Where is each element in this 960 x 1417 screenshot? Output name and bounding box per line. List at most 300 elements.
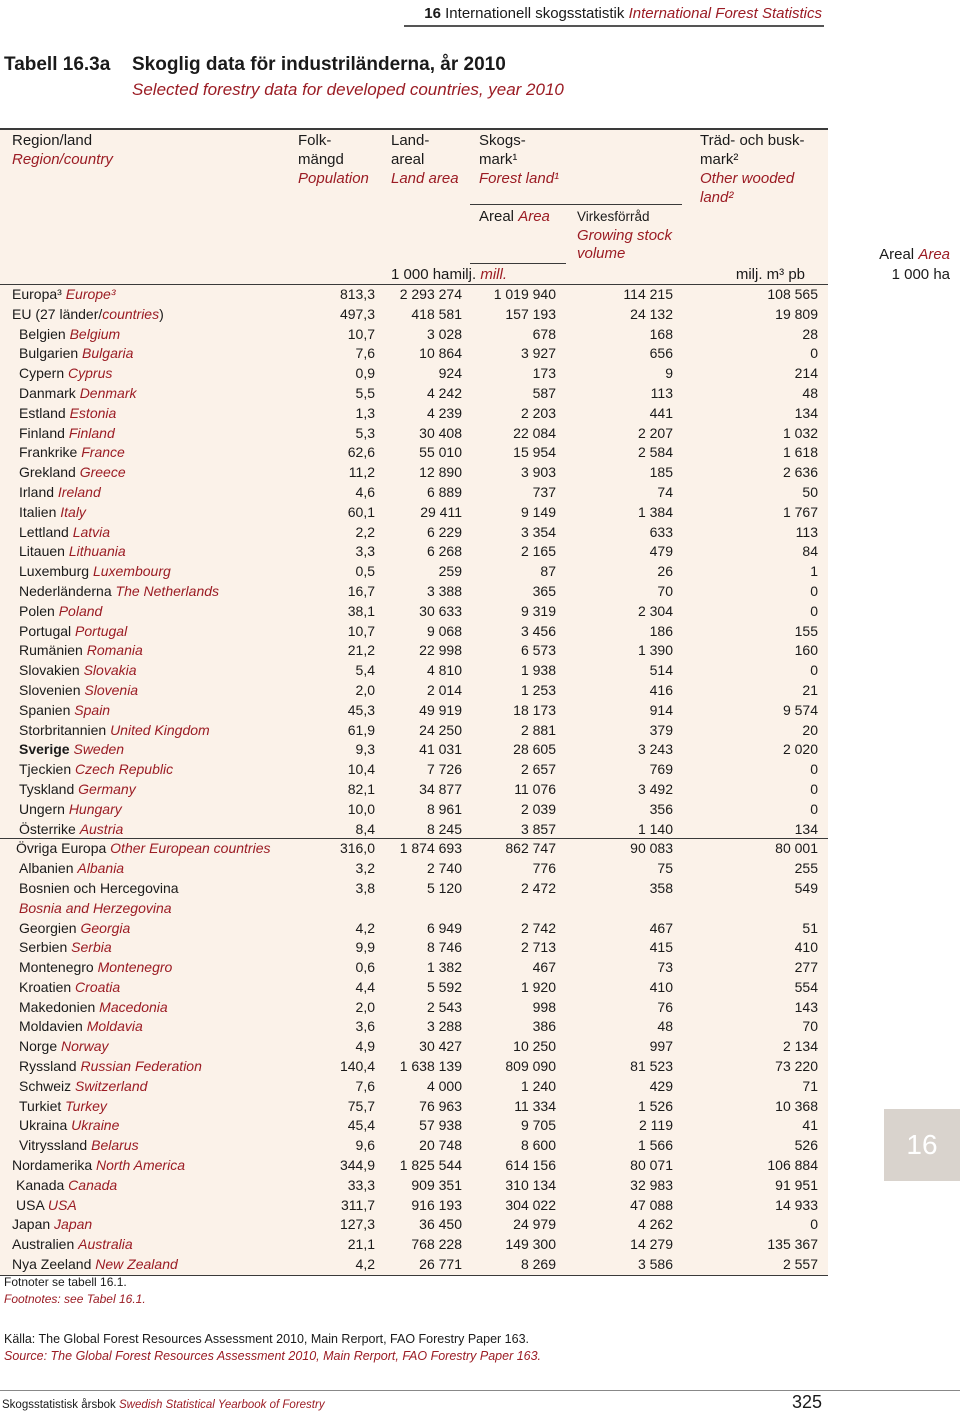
cell-c1: 0,9 [355,365,375,382]
header-forest-land: Skogs- mark¹ Forest land¹ [479,132,560,187]
cell-c5: 91 951 [775,1176,818,1193]
cell-c4: 186 [649,622,673,639]
cell-c2: 6 889 [426,483,462,500]
row-label-en: Canada [68,1176,118,1193]
row-label [19,523,110,543]
row-label-sv: Tyskland [19,780,75,797]
cell-c2: 4 242 [426,384,462,401]
row-label-en: North America [96,1157,185,1174]
cell-c5: 113 [795,523,818,540]
row-label-en: Latvia [72,523,111,540]
row-label [19,562,171,582]
cell-c1: 33,3 [347,1176,375,1193]
footer-rule [0,1390,960,1391]
cell-c3: 2 165 [520,543,556,560]
row-label-sv: Nordamerika [12,1157,93,1174]
table-row [0,325,828,345]
row-label-en: Turkey [65,1097,107,1114]
row-label-en: Montenegro [97,959,173,976]
unit-land: 1 000 ha [391,266,450,283]
cell-c1: 10,0 [347,800,375,817]
row-label-en: Moldavia [86,1018,143,1035]
cell-c4: 168 [649,325,673,342]
header-region: Region/land Region/country [12,132,113,168]
cell-c3: 467 [532,959,556,976]
cell-c3: 2 742 [520,919,556,936]
table-row [0,344,828,364]
table-row [0,463,828,483]
cell-c2: 2 543 [426,998,462,1015]
row-label-en: Norway [61,1038,109,1055]
cell-c3: 776 [532,860,556,877]
row-label [16,1176,117,1196]
cell-c2: 76 963 [419,1097,462,1114]
row-label-sv: Europa³ [12,286,62,302]
cell-c5: 2 134 [782,1038,818,1055]
table-label: Tabell 16.3a [4,54,111,75]
cell-c5: 0 [810,761,818,778]
cell-c3: 2 472 [520,879,556,896]
cell-c5: 410 [794,939,818,956]
cell-c4: 81 523 [630,1058,673,1075]
table-row [0,285,828,305]
row-label-en: Europe³ [65,286,116,302]
cell-c4: 467 [649,919,673,936]
row-label [19,1057,202,1077]
cell-c2: 5 592 [426,978,462,995]
row-label [19,701,110,721]
cell-c4: 3 586 [637,1256,673,1273]
cell-c3: 809 090 [505,1058,556,1075]
row-label-tail: ) [159,305,164,322]
table-body [0,285,828,1276]
cell-c4: 48 [657,1018,673,1035]
row-label-en: Sweden [73,741,125,758]
row-label [19,879,179,899]
row-label [19,919,130,939]
header-forest-area: Areal Area [479,208,550,225]
cell-c5: 1 [810,563,818,580]
cell-c5: 51 [802,919,818,936]
row-label-sv: Övriga Europa [16,840,107,857]
header-area-subrule [470,263,566,264]
table-row [0,1017,828,1037]
running-head-sv: Internationell skogsstatistik [445,5,625,22]
header-other-wooded-land: Träd- och busk- mark² Other wooded land² [700,132,805,206]
cell-c5: 20 [802,721,818,738]
cell-c1: 21,2 [347,642,375,659]
row-label-sv: Finland [19,424,65,441]
cell-c4: 1 566 [637,1137,673,1154]
cell-c1: 0,6 [355,959,375,976]
row-label [19,325,120,345]
cell-c4: 914 [649,701,673,718]
row-label [16,839,271,859]
row-label-sv: Belgien [19,325,66,342]
row-label-sv: Albanien [19,860,74,877]
row-label [19,800,122,820]
chapter-tab: 16 [884,1109,960,1181]
cell-c4: 1 526 [637,1097,673,1114]
table-row [0,503,828,523]
cell-c5: 9 574 [782,701,818,718]
row-label-sv: Nederländerna [19,582,112,599]
row-label [19,820,123,840]
unit-other: 1 000 ha [891,266,950,283]
header-forest-subrule [470,204,682,205]
row-label-en: Czech Republic [75,761,174,778]
chapter-number: 16 [424,5,441,22]
table-row [0,681,828,701]
table-row [0,483,828,503]
cell-c3: 173 [532,365,556,382]
cell-c1: 10,4 [347,761,375,778]
row-label-sv: Slovakien [19,662,80,679]
cell-c3: 3 903 [520,464,556,481]
cell-c5: 14 933 [775,1196,818,1213]
cell-c1: 9,9 [355,939,375,956]
row-label-sv: Australien [12,1236,75,1253]
cell-c4: 2 584 [637,444,673,461]
cell-c2: 1 638 139 [399,1058,462,1075]
cell-c4: 416 [649,681,673,698]
row-label-sv: Bosnien och Hercegovina [19,879,179,896]
unit-population: milj. mill. [449,266,507,283]
cell-c1: 4,2 [355,1256,375,1273]
unit-growing-stock: milj. m³ pb [735,266,805,283]
cell-c3: 2 203 [520,404,556,421]
cell-c5: 0 [810,345,818,362]
cell-c4: 2 119 [639,1117,673,1134]
row-label-sv: Lettland [19,523,69,540]
row-label-sv: Japan [12,1216,51,1233]
cell-c1: 4,2 [355,919,375,936]
row-label-sv: Tjeckien [19,761,72,778]
cell-c4: 1 384 [637,503,673,520]
row-label-en: Macedonia [99,998,168,1015]
row-label-en: Georgia [80,919,131,936]
cell-c1: 4,9 [355,1038,375,1055]
cell-c4: 479 [649,543,673,560]
row-label-sv: Vitryssland [19,1137,88,1154]
cell-c4: 2 304 [637,602,673,619]
cell-c4: 656 [649,345,673,362]
cell-c2: 29 411 [420,503,462,520]
cell-c5: 71 [802,1077,818,1094]
cell-c3: 8 600 [520,1137,556,1154]
row-label-sv: Österrike [19,820,76,837]
cell-c5: 0 [810,800,818,817]
cell-c3: 587 [532,384,556,401]
row-label-en: Bulgaria [82,345,134,362]
cell-c4: 1 390 [637,642,673,659]
row-label-sv: Norge [19,1038,58,1055]
cell-c3: 1 253 [520,681,556,698]
table-row [0,661,828,681]
cell-c3: 862 747 [505,840,556,857]
cell-c3: 3 927 [520,345,556,362]
cell-c2: 6 268 [426,543,462,560]
cell-c4: 1 140 [637,820,673,837]
row-label-en: New Zealand [95,1256,178,1273]
source-en: Source: The Global Forest Resources Assessment 2010, Main Rerport, FAO Forestry Paper 163. [4,1349,542,1363]
table-row [0,1235,828,1255]
cell-c1: 497,3 [339,305,375,322]
cell-c1: 75,7 [347,1097,375,1114]
cell-c4: 90 083 [630,840,673,857]
row-label [19,542,126,562]
cell-c3: 22 084 [513,424,556,441]
cell-c1: 3,6 [355,1018,375,1035]
cell-c1: 4,4 [355,978,375,995]
row-label [19,978,120,998]
cell-c4: 32 983 [630,1176,673,1193]
cell-c2: 1 874 693 [399,840,462,857]
row-label-sv: Cypern [19,365,65,382]
cell-c2: 8 245 [426,820,462,837]
cell-c4: 24 132 [630,305,673,322]
table-title-sv: Skoglig data för industriländerna, år 2010 [132,54,506,75]
cell-c5: 549 [794,879,818,896]
row-label [19,1136,139,1156]
row-label [19,1097,107,1117]
cell-c1: 10,7 [347,325,375,342]
row-label [19,1116,119,1136]
table-row [0,1156,828,1176]
table-row [0,1215,828,1235]
cell-c2: 6 229 [426,523,462,540]
cell-c5: 70 [802,1018,818,1035]
row-label [19,721,210,741]
row-label [19,344,133,364]
row-label-en: Germany [78,780,136,797]
cell-c5: 0 [810,780,818,797]
table-row [0,1097,828,1117]
cell-c1: 16,7 [347,582,375,599]
table-row [0,721,828,741]
row-label-sv: Ungern [19,800,65,817]
header-land-area: Land- areal Land area [391,132,459,187]
cell-c1: 60,1 [347,503,375,520]
cell-c3: 310 134 [505,1176,556,1193]
cell-c1: 0,5 [355,563,375,580]
row-label [12,305,164,325]
cell-c4: 379 [649,721,673,738]
row-label-en: Finland [68,424,115,441]
row-label-sv: Italien [19,503,57,520]
row-label-en: Slovakia [83,662,137,679]
cell-c3: 1 938 [520,662,556,679]
row-label-en: Other European countries [110,840,271,857]
row-label-sv: Kanada [16,1176,65,1193]
cell-c3: 28 605 [513,741,556,758]
table-row [0,404,828,424]
row-label [19,760,173,780]
row-label [19,1017,143,1037]
cell-c3: 10 250 [513,1038,556,1055]
cell-c4: 3 243 [637,741,673,758]
cell-c5: 554 [794,978,818,995]
cell-c2: 1 825 544 [399,1157,462,1174]
cell-c4: 26 [657,563,673,580]
table-row [0,1116,828,1136]
table-row [0,919,828,939]
cell-c4: 80 071 [630,1157,673,1174]
cell-c1: 9,6 [355,1137,375,1154]
table-row [0,1255,828,1275]
cell-c1: 11,2 [348,464,375,481]
row-label-en: Spain [74,701,111,718]
row-label-en: Greece [79,464,126,481]
cell-c4: 74 [657,483,673,500]
cell-c5: 106 884 [767,1157,818,1174]
table-row [0,800,828,820]
table-row [0,602,828,622]
table-row [0,899,828,919]
row-label [19,404,116,424]
cell-c4: 415 [649,939,673,956]
cell-c5: 1 618 [782,444,818,461]
cell-c3: 3 354 [520,523,556,540]
row-label-en: Albania [77,860,125,877]
row-label-sv: Slovenien [19,681,81,698]
row-label [19,681,138,701]
row-label [19,503,86,523]
row-label-sv: USA [16,1196,45,1213]
row-label [19,740,124,760]
row-label-sv: Spanien [19,701,71,718]
row-label-en: Switzerland [75,1077,148,1094]
cell-c2: 418 581 [411,305,462,322]
cell-c5: 1 767 [782,503,818,520]
cell-c1: 140,4 [339,1058,375,1075]
cell-c1: 7,6 [355,1077,375,1094]
cell-c2: 9 068 [426,622,462,639]
row-label-sv: Bulgarien [19,345,79,362]
cell-c2: 57 938 [419,1117,462,1134]
table-row [0,1176,828,1196]
cell-c3: 678 [532,325,556,342]
cell-c3: 9 705 [520,1117,556,1134]
table-row [0,641,828,661]
row-label [19,938,112,958]
row-label-sv: Schweiz [19,1077,72,1094]
row-label [19,364,112,384]
cell-c4: 113 [650,384,673,401]
row-label-sv: Kroatien [19,978,72,995]
table-row [0,839,828,859]
cell-c2: 36 450 [419,1216,462,1233]
row-label-en: Portugal [75,622,128,639]
row-label-en: Australia [78,1236,133,1253]
cell-c4: 14 279 [630,1236,673,1253]
row-label-en: Lithuania [68,543,126,560]
row-label-sv: Portugal [19,622,72,639]
cell-c5: 155 [794,622,818,639]
cell-c2: 24 250 [419,721,462,738]
row-label-sv: Georgien [19,919,77,936]
footnote-en: Footnotes: see Tabel 16.1. [4,1292,146,1306]
row-label-en: Belgium [69,325,121,342]
cell-c1: 3,8 [355,879,375,896]
cell-c5: 50 [802,483,818,500]
table-row [0,740,828,760]
table-row [0,820,828,840]
table-row [0,958,828,978]
row-label-en: Hungary [68,800,122,817]
cell-c4: 429 [649,1077,673,1094]
cell-c3: 149 300 [505,1236,556,1253]
cell-c4: 358 [649,879,673,896]
cell-c4: 9 [665,365,673,382]
row-label-en: Luxembourg [92,563,171,580]
table-row [0,1196,828,1216]
cell-c4: 70 [657,582,673,599]
cell-c4: 3 492 [637,780,673,797]
row-label-sv: EU (27 länder/ [12,305,103,322]
cell-c2: 5 120 [426,879,462,896]
table-row [0,859,828,879]
table-row [0,998,828,1018]
cell-c4: 76 [657,998,673,1015]
row-label-sv: Ukraina [19,1117,68,1134]
cell-c3: 15 954 [513,444,556,461]
row-label-en: Cyprus [68,365,113,382]
row-label-sv: Polen [19,602,55,619]
cell-c4: 73 [657,959,673,976]
cell-c2: 30 633 [419,602,462,619]
cell-c1: 127,3 [339,1216,375,1233]
cell-c3: 9 149 [520,503,556,520]
row-label-en: Romania [86,642,143,659]
cell-c3: 614 156 [505,1157,556,1174]
row-label-en: Bosnia and Herzegovina [19,899,172,916]
header-growing-stock: Virkesförråd Growing stock volume [577,209,673,262]
cell-c5: 108 565 [767,286,818,302]
table-row [0,364,828,384]
cell-c1: 4,6 [355,483,375,500]
cell-c5: 10 368 [775,1097,818,1114]
cell-c1: 3,2 [355,860,375,877]
row-label [19,463,126,483]
row-label-en: Poland [58,602,103,619]
cell-c3: 9 319 [520,602,556,619]
table-row [0,780,828,800]
cell-c1: 1,3 [355,404,375,421]
cell-c5: 214 [794,365,818,382]
cell-c3: 18 173 [513,701,556,718]
cell-c3: 1 240 [520,1077,556,1094]
table-title-en: Selected forestry data for developed countries, year 2010 [132,80,564,99]
cell-c1: 2,0 [355,998,375,1015]
cell-c3: 2 881 [520,721,556,738]
cell-c1: 5,5 [355,384,375,401]
row-label [12,1235,133,1255]
row-label-en: Denmark [79,384,137,401]
cell-c2: 909 351 [411,1176,462,1193]
cell-c5: 41 [802,1117,818,1134]
cell-c2: 3 388 [426,582,462,599]
cell-c2: 2 014 [426,681,462,698]
cell-c2: 259 [438,563,462,580]
cell-c5: 143 [794,998,818,1015]
cell-c5: 0 [810,602,818,619]
row-label [12,1156,185,1176]
table-row [0,622,828,642]
cell-c2: 2 740 [426,860,462,877]
row-label-sv: Sverige [19,741,70,758]
cell-c2: 30 408 [419,424,462,441]
